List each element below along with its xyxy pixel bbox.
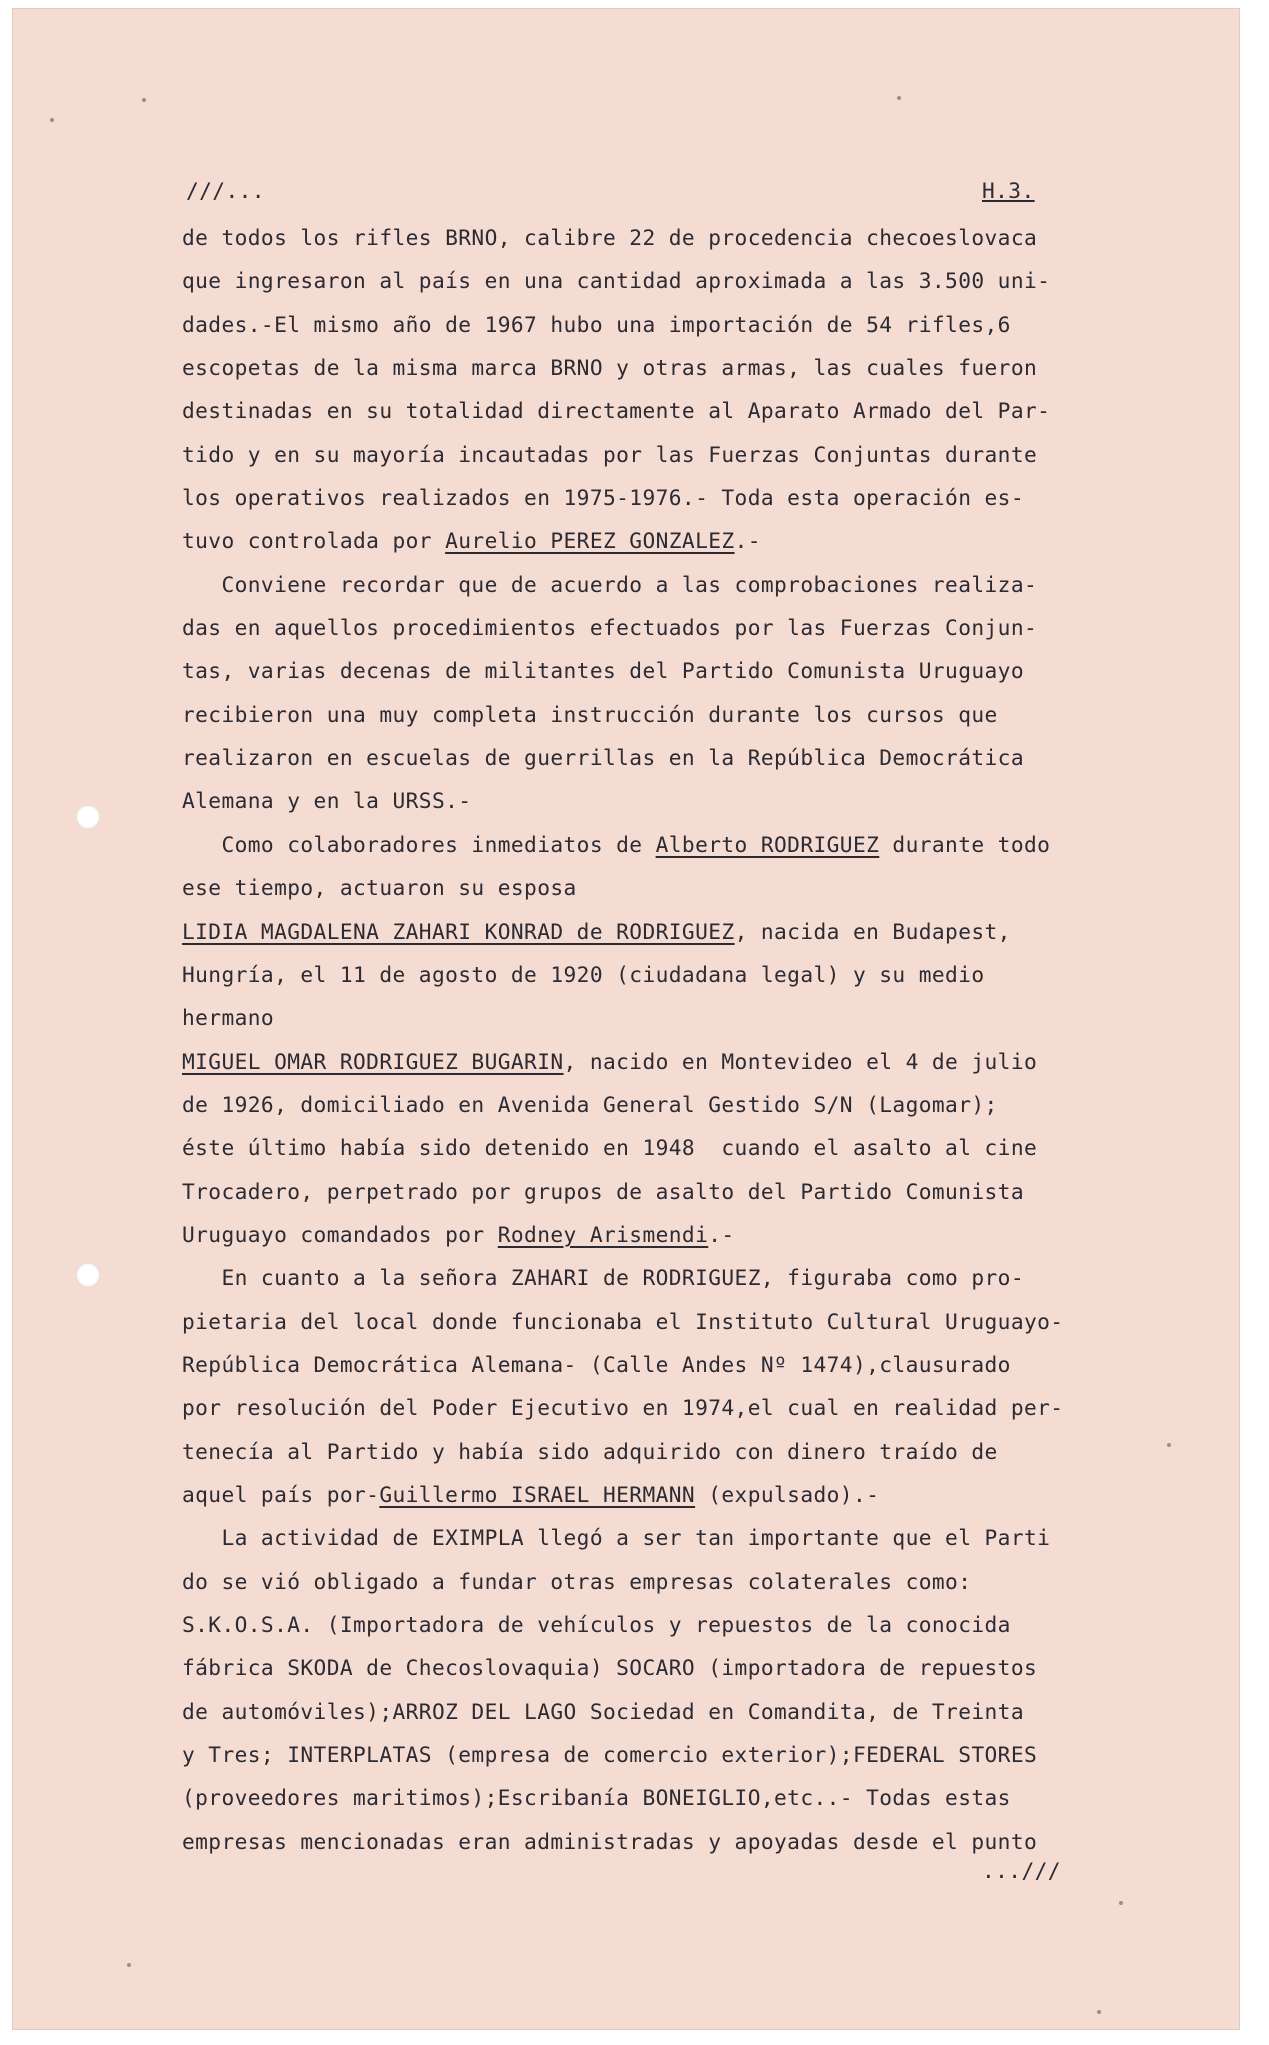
text-segment: (expulsado).- <box>695 1481 880 1507</box>
text-line <box>182 1386 1063 1429</box>
text-segment: das en aquellos procedimientos efectuados por las Fuerzas Conjun- <box>182 615 1038 641</box>
paper-speck <box>1119 1901 1123 1905</box>
text-segment: Hungría, el 11 de agosto de 1920 (ciudadana legal) y su medio <box>182 961 985 987</box>
text-line <box>182 1646 1063 1689</box>
text-segment: En cuanto a la señora ZAHARI de RODRIGUEZ, figuraba como pro- <box>182 1265 1024 1291</box>
text-line <box>182 1690 1063 1733</box>
punch-hole-top <box>76 805 100 829</box>
text-line <box>182 649 1063 692</box>
text-segment: empresas mencionadas eran administradas y apoyadas desde el punto <box>182 1828 1038 1854</box>
text-segment: durante todo <box>879 831 1051 857</box>
paper-speck <box>897 96 901 100</box>
text-line <box>182 823 1063 866</box>
text-segment: recibieron una muy completa instrucción durante los cursos que <box>182 701 998 727</box>
underlined-name: LIDIA MAGDALENA ZAHARI KONRAD de RODRIGUEZ <box>182 918 735 944</box>
document-body <box>182 216 1063 1863</box>
text-segment: ese tiempo, actuaron su esposa <box>182 875 577 901</box>
text-line <box>182 996 1063 1039</box>
text-segment: hermano <box>182 1005 275 1031</box>
text-line <box>182 779 1063 822</box>
page-number: H.3. <box>982 178 1035 203</box>
text-line <box>182 303 1063 346</box>
text-segment: (proveedores maritimos);Escribanía BONEIGLIO,etc..- Todas estas <box>182 1785 1011 1811</box>
text-line <box>182 910 1063 953</box>
text-line <box>182 606 1063 649</box>
text-line <box>182 1820 1063 1863</box>
text-segment: Trocadero, perpetrado por grupos de asalto del Partido Comunista <box>182 1178 1024 1204</box>
text-segment: La actividad de EXIMPLA llegó a ser tan importante que el Parti <box>182 1525 1051 1551</box>
text-segment: de todos los rifles BRNO, calibre 22 de procedencia checoeslovaca <box>182 225 1038 250</box>
text-segment: , nacido en Montevideo el 4 de julio <box>563 1048 1038 1074</box>
text-line <box>182 1040 1063 1083</box>
text-line <box>182 389 1063 432</box>
text-segment: tenecía al Partido y había sido adquirido con dinero traído de <box>182 1438 998 1464</box>
text-segment: República Democrática Alemana- (Calle Andes Nº 1474),clausurado <box>182 1351 1011 1377</box>
underlined-name: Aurelio PEREZ GONZALEZ <box>445 528 735 554</box>
text-segment: Conviene recordar que de acuerdo a las comprobaciones realiza- <box>182 571 1038 597</box>
text-line <box>182 736 1063 779</box>
punch-hole-bottom <box>76 1263 100 1287</box>
text-line <box>182 216 1063 259</box>
text-segment: escopetas de la misma marca BRNO y otras armas, las cuales fueron <box>182 355 1038 381</box>
text-line <box>182 693 1063 736</box>
paper-speck <box>50 118 54 122</box>
text-line <box>182 1083 1063 1126</box>
text-line <box>182 1560 1063 1603</box>
text-segment: aquel país por- <box>182 1481 380 1507</box>
text-segment: pietaria del local donde funcionaba el Instituto Cultural Uruguayo- <box>182 1308 1064 1334</box>
text-segment: tido y en su mayoría incautadas por las Fuerzas Conjuntas durante <box>182 441 1038 467</box>
text-segment: éste último había sido detenido en 1948 cuando el asalto al cine <box>182 1135 1038 1161</box>
text-line <box>182 1300 1063 1343</box>
text-line <box>182 346 1063 389</box>
text-line <box>182 1343 1063 1386</box>
text-line <box>182 953 1063 996</box>
text-segment: do se vió obligado a fundar otras empresas colaterales como: <box>182 1568 972 1594</box>
text-line <box>182 1603 1063 1646</box>
text-segment: dades.-El mismo año de 1967 hubo una importación de 54 rifles,6 <box>182 311 1011 337</box>
paper-speck <box>1167 1443 1171 1447</box>
text-segment: S.K.O.S.A. (Importadora de vehículos y repuestos de la conocida <box>182 1612 1011 1637</box>
text-segment: .- <box>708 1221 735 1247</box>
text-line <box>182 1473 1063 1516</box>
text-line <box>182 563 1063 606</box>
text-line <box>182 1213 1063 1256</box>
text-segment: Uruguayo comandados por <box>182 1221 498 1247</box>
text-line <box>182 1430 1063 1473</box>
text-line <box>182 476 1063 519</box>
text-segment: realizaron en escuelas de guerrillas en la República Democrática <box>182 745 1024 771</box>
text-segment: que ingresaron al país en una cantidad aproximada a las 3.500 uni- <box>182 268 1051 294</box>
text-line <box>182 259 1063 302</box>
text-segment: por resolución del Poder Ejecutivo en 1974,el cual en realidad per- <box>182 1395 1064 1421</box>
text-segment: Como colaboradores inmediatos de <box>182 831 656 857</box>
text-segment: , nacida en Budapest, <box>734 918 1011 944</box>
text-segment: los operativos realizados en 1975-1976.- Toda esta operación es- <box>182 485 1024 511</box>
text-line <box>182 1170 1063 1213</box>
paper-speck <box>142 98 146 102</box>
text-segment: de 1926, domiciliado en Avenida General Gestido S/N (Lagomar); <box>182 1091 998 1117</box>
underlined-name: Alberto RODRIGUEZ <box>655 831 880 857</box>
text-segment: tas, varias decenas de militantes del Partido Comunista Uruguayo <box>182 658 1024 684</box>
underlined-name: Rodney Arismendi <box>497 1221 709 1247</box>
text-segment: .- <box>734 528 761 554</box>
underlined-name: Guillermo ISRAEL HERMANN <box>379 1481 696 1507</box>
text-segment: Alemana y en la URSS.- <box>182 788 472 814</box>
text-line <box>182 519 1063 562</box>
text-line <box>182 1733 1063 1776</box>
paper-speck <box>1097 2010 1101 2014</box>
text-line <box>182 1776 1063 1819</box>
text-segment: tuvo controlada por <box>182 528 446 554</box>
continuation-mark-top: ///... <box>186 178 265 203</box>
continuation-mark-bottom: .../// <box>982 1858 1061 1883</box>
text-segment: de automóviles);ARROZ DEL LAGO Sociedad en Comandita, de Treinta <box>182 1698 1024 1724</box>
text-segment: destinadas en su totalidad directamente al Aparato Armado del Par- <box>182 398 1051 424</box>
underlined-name: MIGUEL OMAR RODRIGUEZ BUGARIN <box>182 1048 564 1074</box>
text-line <box>182 1256 1063 1299</box>
paper-speck <box>127 1963 131 1967</box>
text-segment: fábrica SKODA de Checoslovaquia) SOCARO (importadora de repuestos <box>182 1655 1038 1681</box>
text-line <box>182 866 1063 909</box>
text-line <box>182 433 1063 476</box>
text-segment: y Tres; INTERPLATAS (empresa de comercio exterior);FEDERAL STORES <box>182 1742 1038 1768</box>
text-line <box>182 1126 1063 1169</box>
text-line <box>182 1516 1063 1559</box>
